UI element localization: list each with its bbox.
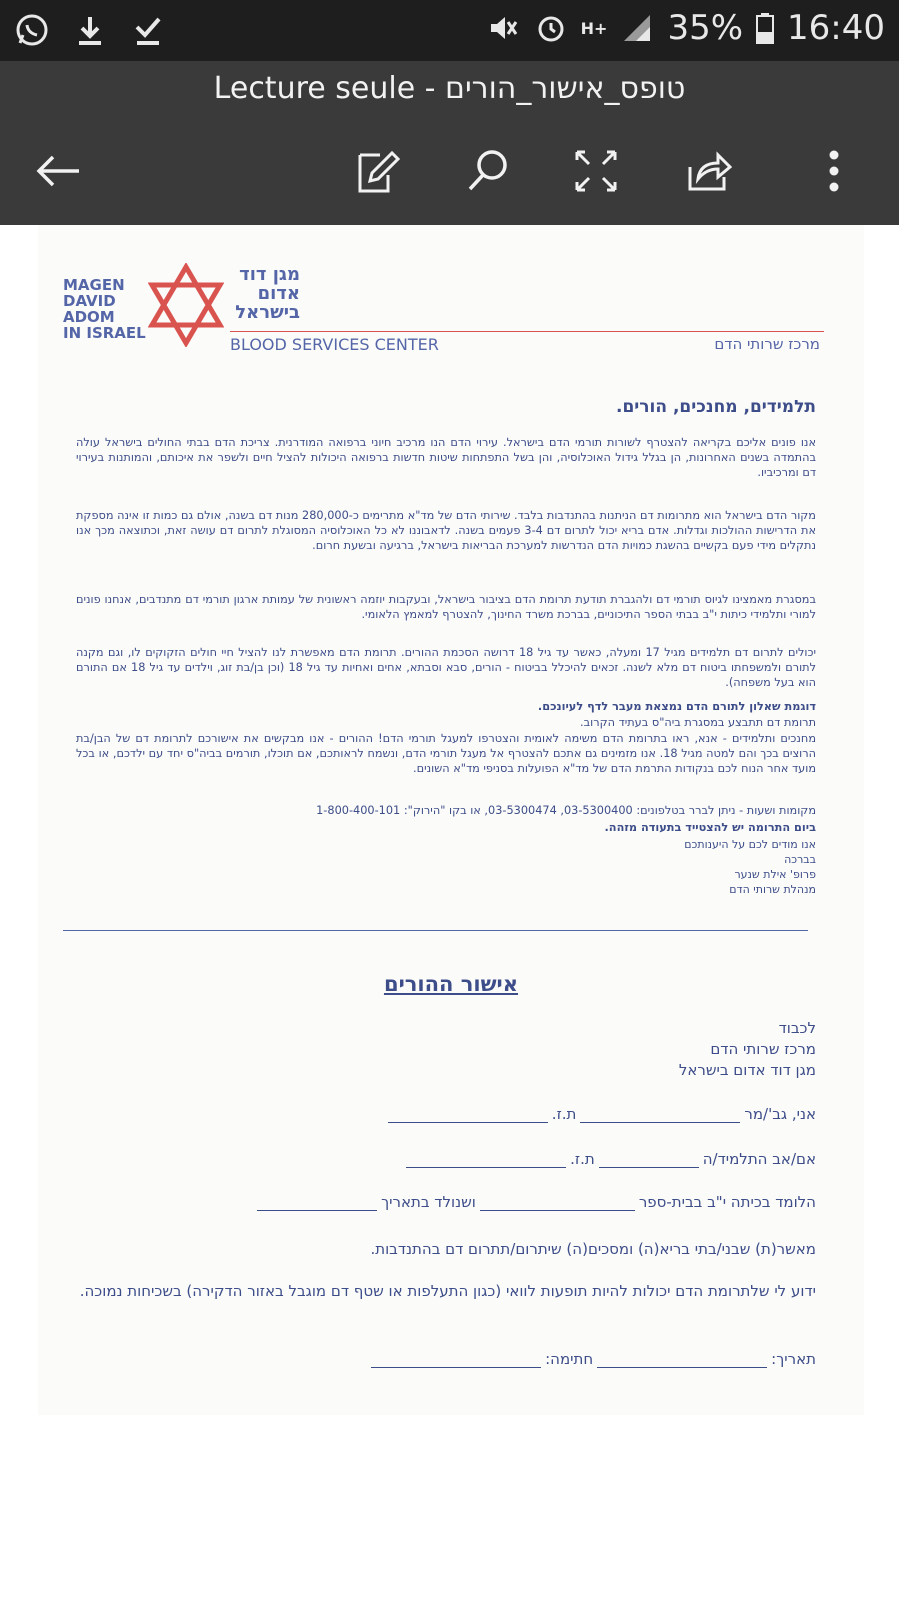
signal-icon bbox=[619, 10, 655, 46]
paragraph-intro: אנו פונים אליכם בקריאה להצטרף לשורות תורמי הדם בישראל. עירוי הדם הנו מרכיב חיוני ברפואה המודרנית. צריכת הדם בבתי החולים בישראל עולה בהתמדה בשנים האחרונות, הן בגלל גידול האוכלוסיה, והן בשל התפתחות שיטות חדשות ברפואה היכולות להציל חיים ולשפר את איכותם, והמותנות בעירוי דם ומרכיביו. bbox=[76, 436, 816, 480]
app-toolbar bbox=[0, 61, 899, 225]
paragraph-campaign: במסגרת מאמצינו לגיוס תורמי דם ולהגברת תודעת תרומת הדם בציבור בישראל, ובעקבות יוזמה ראשונית של עמותת ארגון תורמי דם מתנדבים, אנחנו פונים למורי ותלמידי כיתות י"ב בבתי הספר התיכוניים, בברכת משרד החינוך, להצטרף למאמץ הלאומי. bbox=[76, 593, 816, 622]
back-button[interactable] bbox=[28, 141, 88, 201]
more-vert-icon bbox=[824, 147, 844, 195]
document-viewer[interactable] bbox=[0, 225, 899, 1599]
fullscreen-icon bbox=[573, 148, 619, 194]
download-icon bbox=[72, 12, 108, 48]
address-block: לכבוד מרכז שרותי הדם מגן דוד אדום בישראל bbox=[678, 1019, 816, 1079]
blood-services-center-en: BLOOD SERVICES CENTER bbox=[230, 335, 439, 354]
document-title: Lecture seule - טופס_אישור_הורים bbox=[213, 71, 686, 106]
form-date-signature: תאריך:חתימה: bbox=[367, 1350, 816, 1368]
clock: 16:40 bbox=[787, 8, 885, 48]
form-side-effects: ידוע לי שלתרומת הדם יכולות להיות תופעות לוואי (כגון התעלפות או שטף דם מוגבל באזור הדקירה) בשכיחות נמוכה. bbox=[79, 1282, 816, 1300]
form-line-student: אם/אב התלמיד/הת.ז. bbox=[402, 1150, 816, 1168]
edit-icon bbox=[354, 147, 402, 195]
status-bar bbox=[0, 0, 899, 61]
done-icon bbox=[130, 12, 166, 48]
logo-text-en: MAGEN DAVID ADOM IN ISRAEL bbox=[63, 276, 146, 342]
search-button[interactable] bbox=[458, 141, 518, 201]
whatsapp-icon bbox=[14, 12, 50, 48]
mute-icon bbox=[485, 10, 521, 46]
form-consent: מאשר(ת) שבני/בתי בריא(ה) ומסכים(ה) שיתרום/תתרום דם בהתנדבות. bbox=[370, 1240, 816, 1258]
blood-services-center-he: מרכז שרותי הדם bbox=[714, 335, 820, 353]
paragraph-id-note: ביום התרומה יש להצטייד בתעודה מזהה. bbox=[604, 821, 816, 834]
edit-button[interactable] bbox=[348, 141, 408, 201]
alarm-icon bbox=[533, 10, 569, 46]
share-icon bbox=[684, 147, 732, 195]
paragraph-source: מקור הדם בישראל הוא מתרומות דם הניתנות בהתנדבות בלבד. שירותי הדם של מד"א מתרימים כ-280,000 מנות דם בשנה, אולם גם כמות זו אינה מספקת את הדרישות ההולכות וגדלות. אדם בריא יכול לתרום דם 3-4 פעמים בשנה. לדאבוננו לא כל האוכלוסיה המסוגלת לתרום דם עושה זאת, וכתוצאה מכך אנו נתקלים מידי פעם בקשיים בהשגת כמויות הדם הנדרשות למערכת הבריאות בישראל, ברגיעה ובשעת חרום. bbox=[76, 509, 816, 553]
arrow-left-icon bbox=[33, 151, 83, 191]
more-options-button[interactable] bbox=[804, 141, 864, 201]
logo-text-he: מגן דוד אדום בישראל bbox=[235, 264, 300, 323]
search-icon bbox=[464, 147, 512, 195]
section-divider bbox=[63, 930, 808, 931]
approval-title: אישור ההורים bbox=[383, 972, 519, 996]
paragraph-schedule: תרומת דם תתבצע במסגרת ביה"ס בעתיד הקרוב. bbox=[580, 716, 816, 729]
letter-heading: תלמידים, מחנכים, הורים. bbox=[616, 397, 816, 417]
battery-icon bbox=[755, 10, 775, 46]
fullscreen-button[interactable] bbox=[566, 141, 626, 201]
paragraph-questionnaire: דוגמת שאלון לתורם הדם נמצאת מעבר לדף לעיונכם. bbox=[537, 700, 816, 713]
form-line-school: הלומד בכיתה י"ב בבית-ספרושנולד בתאריך bbox=[253, 1193, 816, 1211]
document-page bbox=[38, 225, 864, 1415]
signature-block: אנו מודים לכם על היענותכם בברכה פרופ' אילת שנער מנהלת שרותי הדם bbox=[684, 838, 816, 896]
form-line-parent: אני, גב'/מרת.ז. bbox=[384, 1105, 816, 1123]
paragraph-call: מחנכים ותלמידים - אנא, ראו בתרומת הדם משימה לאומית והצטרפו למעגל תורמי הדם! ההורים - אנו מבקשים את אישורכם לתרומת דם של הבן/בת הרוצים בכך והם למטה מגיל 18. אנו מזמינים גם אתכם להצטרף אל מעגל תורמי הדם, ונשמח לראותכם, אם תוכלו, תורמים בביה"ס יחד עם ילדכם, או בכל מועד אחר הנוח לכם בנקודות התרמת הדם של מד"א הפועלות בסניפי מד"א השונים. bbox=[76, 732, 816, 776]
paragraph-phones: מקומות ושעות - ניתן לברר בטלפונים: 03-5300400, 03-5300474, או בקו "הירוק": 1-800-400-101 bbox=[316, 804, 816, 817]
share-button[interactable] bbox=[678, 141, 738, 201]
network-type: H+ bbox=[580, 18, 608, 38]
header-divider bbox=[230, 331, 824, 332]
battery-percent: 35% bbox=[667, 8, 744, 48]
paragraph-eligibility: יכולים לתרום דם תלמידים מגיל 17 ומעלה, כאשר עד גיל 18 דרושה הסכמת ההורים. תרומת הדם מאפשרת לנו להציל חיי חולים הזקוקים לו, וגם מקנה לתורם ולמשפחתו ביטוח דם מלא לשנה. זכאים להיכלל בביטוח - הורים, סבא וסבתא, אחים ואחיות עד גיל 18 (וכן בן/בת זוג, וילדים עד גיל 18 אם התורם הוא בעל משפחה). bbox=[76, 646, 817, 690]
star-of-david-icon bbox=[148, 263, 224, 347]
